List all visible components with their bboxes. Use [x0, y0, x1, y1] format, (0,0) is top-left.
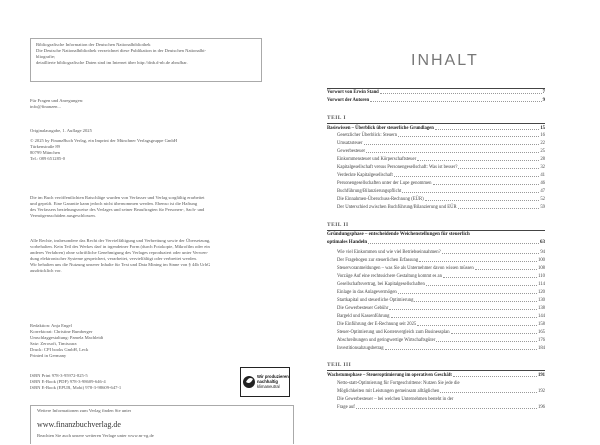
biblio-line: bliografie; [36, 54, 56, 60]
biblio-line: Die Deutsche Nationalbibliothek verzeichnet diese Publikation in der Deutschen Nationalbi- [36, 48, 207, 54]
biblio-box [30, 38, 262, 82]
toc-entry[interactable]: Die Gewerbesteuer Gebühr 138 [337, 306, 545, 311]
toc-entry[interactable]: Personengesellschaften unter der Lupe genommen 46 [337, 181, 545, 186]
divider [327, 370, 545, 371]
isbn-line: ISBN Print 978-3-95972-825-5 [30, 373, 88, 378]
address-line: Türkenstraße 89 [30, 144, 60, 150]
toc-entry[interactable]: Buchführung/Bilanzierungspflicht 47 [337, 189, 545, 194]
credits-block [30, 323, 103, 360]
questions-email: info@finanzen... [30, 104, 61, 110]
toc-entry[interactable]: Basiswissen – Überblick über steuerliche Grundlagen 15 [327, 126, 545, 131]
rights-line: dung elektronischer Systeme gespeichert, verarbeitet, vervielfältigt oder verbreitet werden. [30, 256, 197, 262]
edition-block [30, 128, 177, 162]
isbn-line: ISBN E-Book (PDF) 978-3-98609-646-4 [30, 379, 106, 385]
questions-block [30, 98, 83, 110]
isbn-block [30, 373, 121, 391]
toc-entry[interactable]: Möglichkeiten mit Leistungen gemeinsam alltäglichen 192 [337, 389, 545, 394]
toc-title: INHALT [411, 52, 479, 69]
toc-entry[interactable]: Investitionsabzugsbetrag 184 [337, 346, 545, 351]
toc-entry[interactable]: Gesetzlicher Überblick: Steuern 16 [337, 133, 545, 138]
toc-entry[interactable]: Steuervoranmeldungen – was Sie als Unternehmer davon wissen müssen 108 [337, 266, 545, 271]
toc-entry[interactable]: Der Unterschied zwischen Buchführung/Bilanzierung und EÜR 59 [337, 205, 545, 210]
biblio-line: detaillierte bibliografische Daten sind im Internet über http://dnb.d-nb.de abrufbar. [36, 60, 188, 66]
publisher-footer [30, 405, 294, 444]
toc-entry[interactable]: Die Einnahmen-Überschuss-Rechnung (EÜR) 52 [337, 197, 545, 202]
footer-sub: Beachten Sie auch unsere weiteren Verlage unter www.m-vg.de [37, 433, 154, 438]
toc-entry[interactable]: Wie viel Einkommen und wie viel Betriebseinnahmen? 94 [337, 250, 545, 255]
questions-line: Für Fragen und Anregungen: [30, 98, 84, 103]
disclaimer-block [30, 195, 205, 219]
rights-line: Alle Rechte, insbesondere das Recht der Vervielfältigung und Verbreitung sowie der Übersetzung, [30, 238, 211, 243]
city-line: 80799 München [30, 150, 60, 156]
logo-text: Wir produzieren [257, 374, 289, 379]
rights-line: anderes Verfahren) ohne schriftliche Genehmigung des Verlages reproduziert oder unter Verwen- [30, 250, 209, 256]
disclaimer-line: Vermögensschäden ausgeschlossen. [30, 213, 96, 219]
toc-entry[interactable]: Gewerbesteuer 25 [337, 149, 545, 154]
toc-entry[interactable]: Die Gewerbesteuer – bei welchen Unternehmen besteht in der [337, 397, 454, 402]
credit-line: Druck: CPI books GmbH, Leck [30, 347, 89, 353]
part-label: TEIL III [327, 362, 352, 368]
part-label: TEIL II [327, 222, 349, 228]
rights-line: ausdrücklich vor. [30, 268, 62, 274]
copyright-line: © 2025 by FinanzBuch Verlag, ein Imprint der Münchner Verlagsgruppe GmbH [30, 138, 178, 144]
disclaimer-line: Die im Buch veröffentlichten Ratschläge wurden von Verfasser und Verlag sorgfältig erarbeitet [30, 195, 205, 200]
phone-line: Tel.: 089 651285-0 [30, 156, 66, 162]
credit-line: Satz: Zerosoft, Timisoara [30, 341, 77, 347]
toc-entry[interactable]: Startkapital und steuerliche Optimierung 130 [337, 298, 545, 303]
toc-section-head[interactable]: Gründungsphase – entscheidende Weichenstellungen für steuerlich optimales Handeln 63 [327, 232, 545, 245]
credit-line: Redaktion: Anja Engel [30, 323, 72, 328]
rights-line: vorbehalten. Kein Teil des Werkes darf in irgendeiner Form (durch Fotokopie, Mikrofilm oder ein [30, 244, 210, 250]
toc-entry[interactable]: Einlage in das Anlagevermögen 120 [337, 290, 545, 295]
disclaimer-line: des Verfassers beziehungsweise des Verlages und seiner Beauftragten für Personen-, Sach- und [30, 207, 205, 213]
credit-line: Korrektorat: Christine Bumberger [30, 329, 93, 335]
disclaimer-line: und geprüft. Eine Garantie kann jedoch nicht übernommen werden. Ebenso ist die Haftung [30, 201, 198, 207]
toc-entry[interactable]: Abschreibungen und geringwertige Wirtschaftsgüter 176 [337, 338, 545, 343]
toc-entry[interactable]: Frage auf 196 [337, 405, 545, 410]
toc-entry[interactable]: Verdeckte Kapitalgesellschaft 41 [337, 173, 545, 178]
toc-entry[interactable]: Gesellschaftsvertrag, bei Kapitalgesellschaften 114 [337, 282, 545, 287]
toc-entry[interactable]: Bargeld und Kassenführung 144 [337, 314, 545, 319]
rights-line: Wir behalten uns die Nutzung unserer Inhalte für Text und Data Mining im Sinne von § 44b UrhG [30, 262, 211, 268]
footer-note: Weitere Informationen zum Verlag finden Sie unter [37, 408, 132, 413]
edition-line: Originalausgabe, 1. Auflage 2025 [30, 128, 92, 133]
toc-entry[interactable]: Der Fragebogen zur steuerlichen Erfassung 100 [337, 258, 545, 263]
logo-text: klimaneutral [257, 384, 280, 389]
toc-entry[interactable]: Wachstumsphase – Steueroptimierung im operativen Geschäft 191 [327, 373, 545, 378]
publisher-url[interactable]: www.finanzbuchverlag.de [37, 420, 121, 429]
toc-entry[interactable]: Kapitalgesellschaft versus Personengesellschaft: Was ist besser? 32 [337, 165, 545, 170]
biblio-line: Bibliografische Information der Deutschen Nationalbibliothek [36, 42, 151, 47]
toc-entry[interactable]: Vorzüge Auf eine rechtssichere Gestaltung kommt es an 110 [337, 274, 545, 279]
toc-entry[interactable]: Netto-statt-Optimierung für Fortgeschrittene: Nutzen Sie jede die [337, 381, 460, 386]
credit-line: Printed in Germany [30, 353, 67, 359]
divider [327, 123, 545, 124]
toc-entry[interactable]: Die Einführung der E-Rechnung seit 2025 158 [337, 322, 545, 327]
rights-block [30, 238, 210, 275]
toc-entry[interactable]: Vorwort der Autoren 9 [327, 98, 545, 103]
toc-entry[interactable]: Einkommensteuer und Körperschaftsteuer 28 [337, 157, 545, 162]
toc-entry[interactable]: Umsatzsteuer 22 [337, 141, 545, 146]
toc-entry[interactable]: Steuer-Optimierung und Kostenvergleich zum Businessplan 165 [337, 330, 545, 335]
credit-line: Umschlaggestaltung: Pamela Machleidt [30, 335, 104, 341]
climate-neutral-logo [240, 367, 290, 397]
toc-entry[interactable]: Vorwort von Erwin Stand 7 [327, 90, 545, 95]
isbn-line: ISBN E-Book (EPUB, Mobi) 978-3-98609-647-1 [30, 385, 122, 391]
part-label: TEIL I [327, 115, 347, 121]
logo-text: nachhaltig [257, 379, 278, 384]
